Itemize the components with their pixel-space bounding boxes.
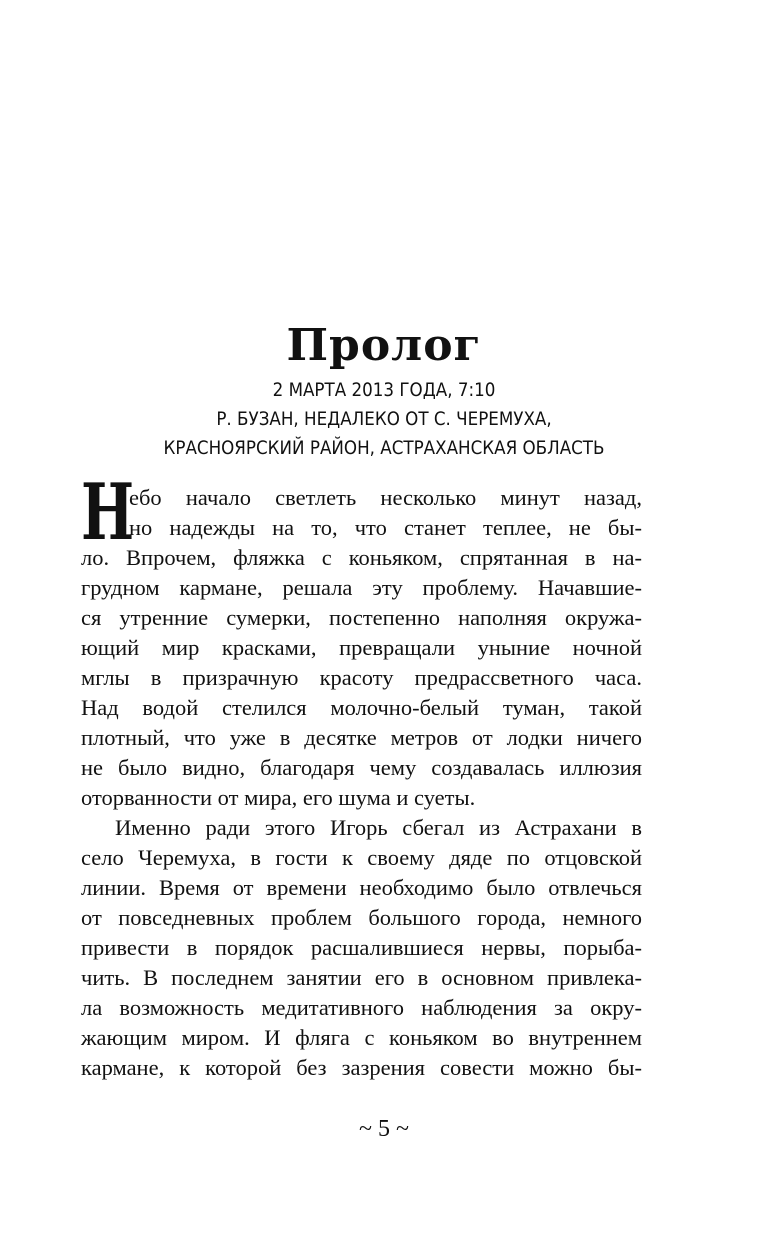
- text-line: грудном кармане, решала эту проблему. Начавшие-: [81, 575, 642, 600]
- text-line: от повседневных проблем большого города, немного: [81, 905, 642, 930]
- text-line: привести в порядок расшалившиеся нервы, порыба-: [81, 935, 642, 960]
- text-line: оторванности от мира, его шума и суеты.: [81, 785, 476, 810]
- page-number: ~ 5 ~: [359, 1116, 409, 1142]
- text-line: но надежды на то, что станет теплее, не бы-: [129, 515, 642, 540]
- text-line: линии. Время от времени необходимо было отвлечься: [81, 875, 642, 900]
- text-line: Над водой стелился молочно-белый туман, такой: [81, 695, 642, 720]
- text-line: не было видно, благодаря чему создавалась иллюзия: [81, 755, 642, 780]
- body-text: [81, 483, 642, 1083]
- drop-cap: Н: [81, 467, 135, 558]
- text-line: село Черемуха, в гости к своему дяде по отцовской: [81, 845, 642, 870]
- chapter-subheading: [46, 376, 722, 463]
- region-line: КРАСНОЯРСКИЙ РАЙОН, АСТРАХАНСКАЯ ОБЛАСТЬ: [163, 437, 605, 459]
- text-line: ла возможность медитативного наблюдения за окру-: [81, 995, 642, 1020]
- text-line: кармане, к которой без зазрения совести можно бы-: [81, 1055, 642, 1080]
- date-line: 2 МАРТА 2013 ГОДА, 7:10: [272, 379, 496, 401]
- text-line: ющий мир красками, превращали уныние ночной: [81, 635, 642, 660]
- text-line: чить. В последнем занятии его в основном привлека-: [81, 965, 642, 990]
- text-line: ебо начало светлеть несколько минут назад,: [129, 485, 642, 510]
- text-line: мглы в призрачную красоту предрассветного часа.: [81, 665, 642, 690]
- text-line: ло. Впрочем, фляжка с коньяком, спрятанная в на-: [81, 545, 642, 570]
- chapter-title: Пролог: [286, 320, 482, 371]
- place-line: Р. БУЗАН, НЕДАЛЕКО ОТ С. ЧЕРЕМУХА,: [216, 408, 552, 430]
- text-line: жающим миром. И фляга с коньяком во внутреннем: [81, 1025, 642, 1050]
- text-line: ся утренние сумерки, постепенно наполняя окружа-: [81, 605, 642, 630]
- text-line: плотный, что уже в десятке метров от лодки ничего: [81, 725, 642, 750]
- text-line: Именно ради этого Игорь сбегал из Астрахани в: [115, 815, 642, 840]
